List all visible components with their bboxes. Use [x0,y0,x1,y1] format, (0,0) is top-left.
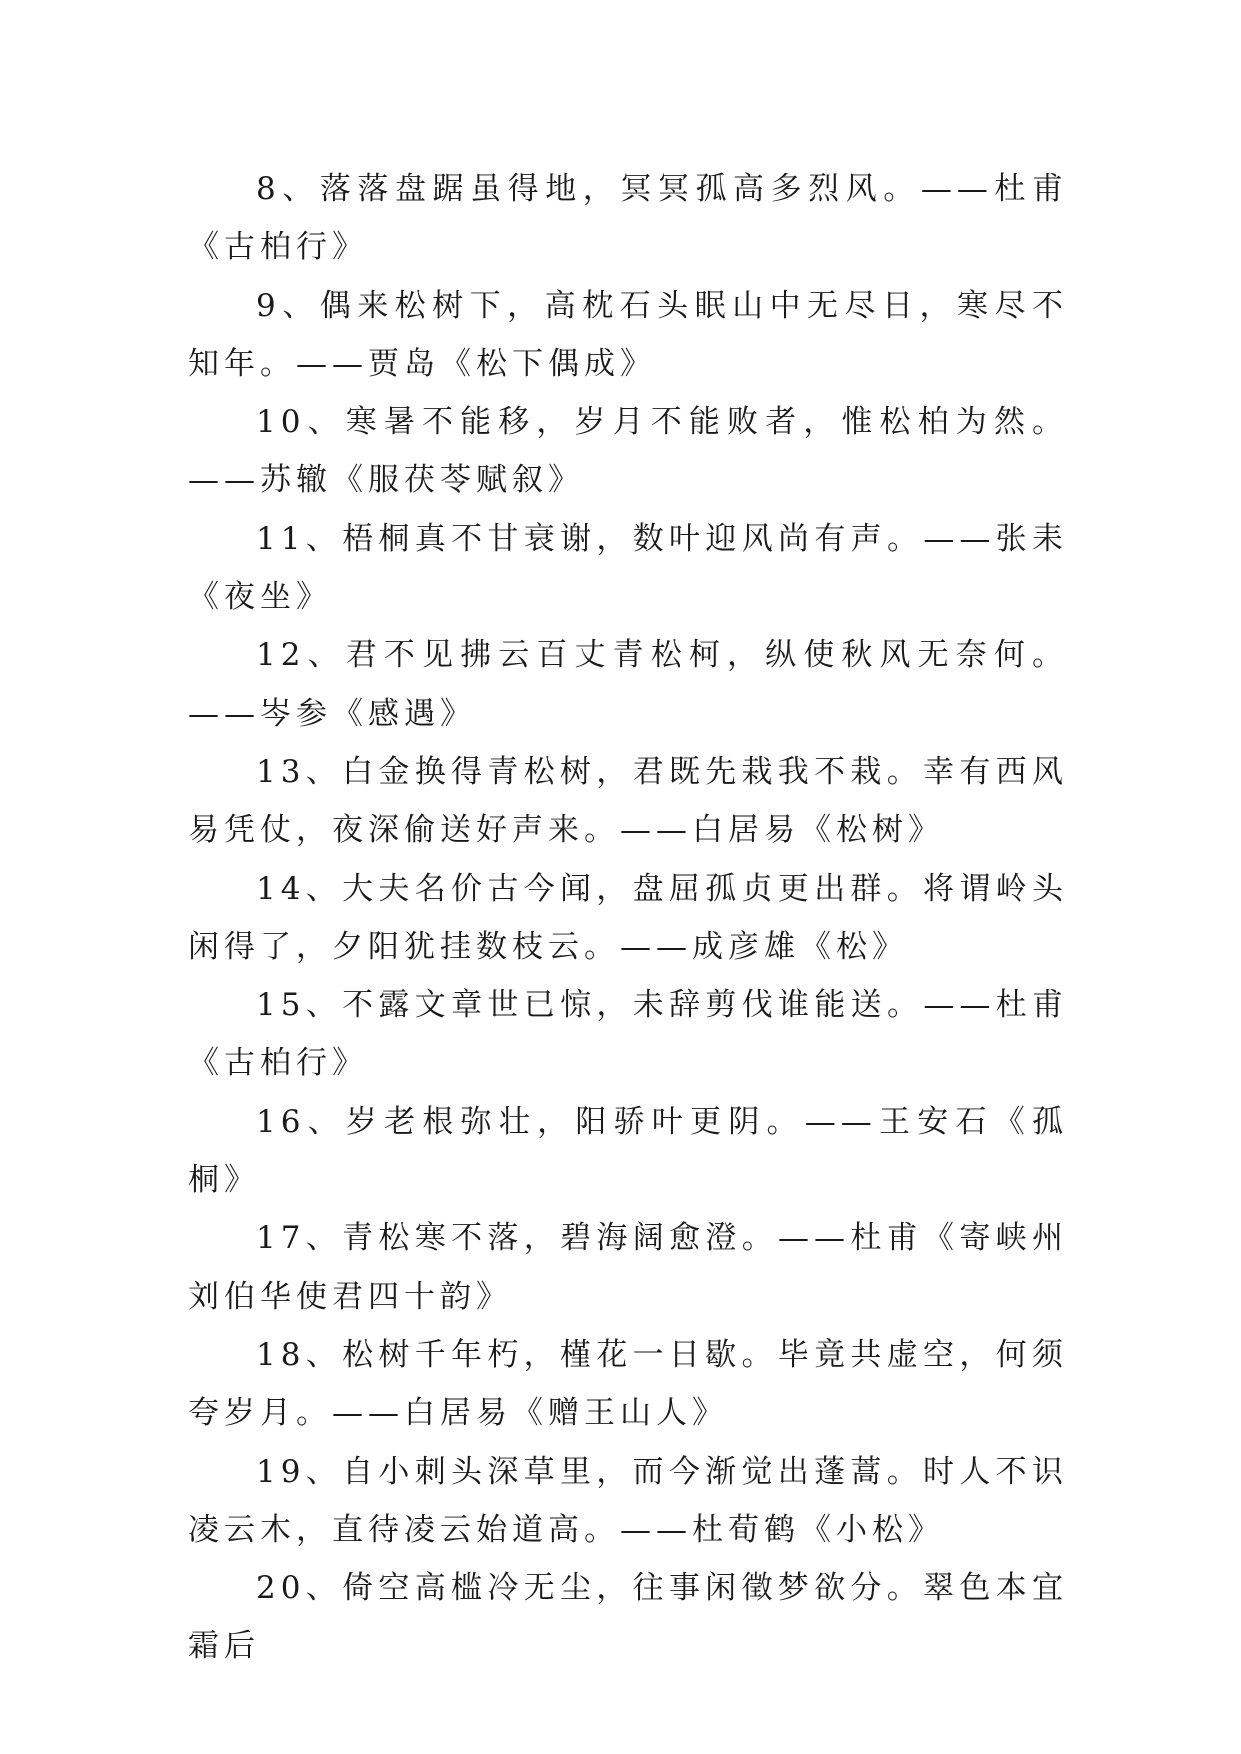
poem-quote-17: 17、青松寒不落，碧海阔愈澄。——杜甫《寄峡州刘伯华使君四十韵》 [188,1220,1068,1315]
poem-quote-10: 10、寒暑不能移，岁月不能败者，惟松柏为然。——苏辙《服茯苓赋叙》 [188,404,1068,499]
poem-quote-14: 14、大夫名价古今闻，盘屈孤贞更出群。将谓岭头闲得了，夕阳犹挂数枝云。——成彦雄《松》 [188,870,1068,965]
poem-quote-9: 9、偶来松树下，高枕石头眠山中无尽日，寒尽不知年。——贾岛《松下偶成》 [188,287,1068,382]
poem-quote-15: 15、不露文章世已惊，未辞剪伐谁能送。——杜甫《古柏行》 [188,987,1068,1082]
poem-quote-19: 19、自小刺头深草里，而今渐觉出蓬蒿。时人不识凌云木，直待凌云始道高。——杜荀鹤《小松》 [188,1453,1068,1548]
poem-quote-11: 11、梧桐真不甘衰谢，数叶迎风尚有声。——张耒《夜坐》 [188,520,1068,616]
poem-quote-13: 13、白金换得青松树，君既先栽我不栽。幸有西风易凭仗，夜深偷送好声来。——白居易《松树》 [188,753,1068,849]
poem-quote-8: 8、落落盘踞虽得地，冥冥孤高多烈风。——杜甫《古柏行》 [188,171,1068,266]
document-body [188,160,1068,1676]
poem-quote-18: 18、松树千年朽，槿花一日歇。毕竟共虚空，何须夸岁月。——白居易《赠王山人》 [188,1336,1068,1432]
poem-quote-12: 12、君不见拂云百丈青松柯，纵使秋风无奈何。——岑参《感遇》 [188,637,1068,732]
poem-quote-20: 20、倚空高槛冷无尘，往事闲徵梦欲分。翠色本宜霜后 [188,1570,1068,1665]
poem-quote-16: 16、岁老根弥壮，阳骄叶更阴。——王安石《孤桐》 [188,1103,1068,1199]
